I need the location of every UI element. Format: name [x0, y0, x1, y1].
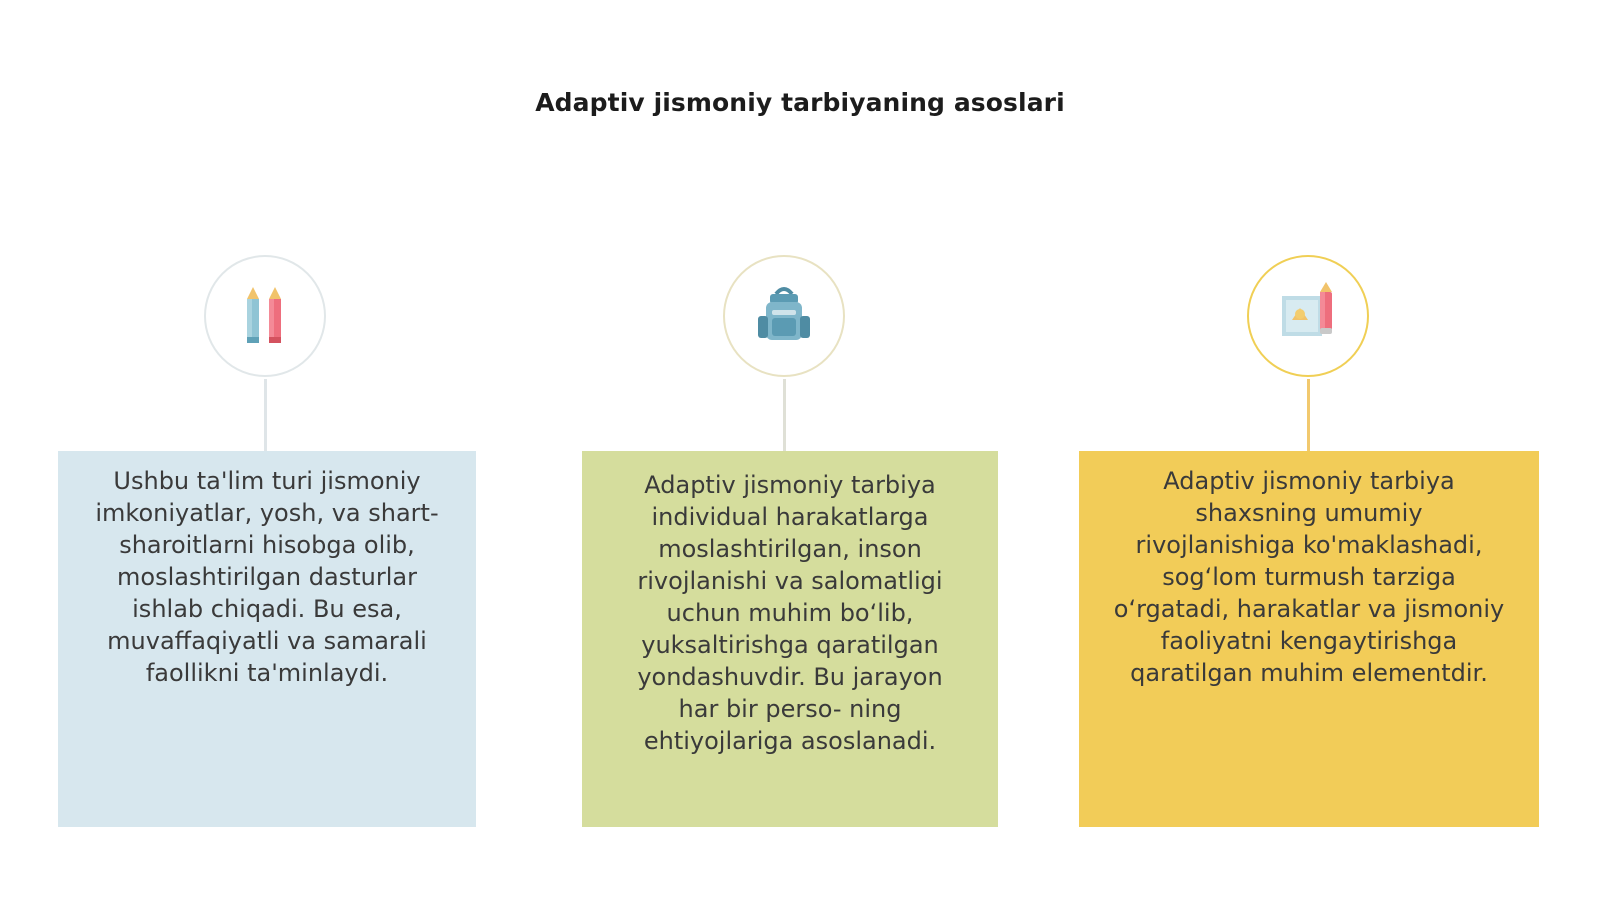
drawing-pencil-icon [1276, 282, 1340, 350]
info-card-3 [1079, 451, 1539, 827]
card-line: ishlab chiqadi. Bu esa, [132, 595, 402, 623]
card-line: faollikni ta'minlaydi. [145, 659, 389, 687]
icon-circle-1 [204, 255, 326, 377]
card-line: qaratilgan muhim elementdir. [1130, 659, 1488, 687]
slide-title: Adaptiv jismoniy tarbiyaning asoslari [535, 88, 1065, 117]
card-line: muvaffaqiyatli va samarali [107, 627, 427, 655]
card-line: Adaptiv jismoniy tarbiya [644, 471, 936, 499]
card-line: imkoniyatlar, yosh, va shart- [95, 499, 439, 527]
card-line: faoliyatni kengaytirishga [1160, 627, 1458, 655]
card-line: sog‘lom turmush tarziga [1162, 563, 1456, 591]
info-card-2 [582, 451, 998, 827]
card-line: yuksaltirishga qaratilgan [641, 631, 939, 659]
card-line: uchun muhim bo‘lib, [666, 599, 914, 627]
card-line: yondashuvdir. Bu jarayon [637, 663, 943, 691]
icon-circle-3 [1247, 255, 1369, 377]
card-line: sharoitlarni hisobga olib, [119, 531, 415, 559]
card-line: moslashtirilgan, inson [658, 535, 922, 563]
card-line: ehtiyojlariga asoslanadi. [643, 727, 937, 755]
card-line: shaxsning umumiy [1195, 499, 1423, 527]
connector-line-1 [264, 379, 267, 451]
card-line: moslashtirilgan dasturlar [117, 563, 417, 591]
icon-circle-2 [723, 255, 845, 377]
card-line: Adaptiv jismoniy tarbiya [1163, 467, 1455, 495]
card-line: individual harakatlarga [651, 503, 929, 531]
backpack-icon [752, 282, 816, 350]
card-line: rivojlanishi va salomatligi [637, 567, 943, 595]
info-card-1 [58, 451, 476, 827]
connector-line-2 [783, 379, 786, 451]
colored-pencils-icon [235, 279, 295, 353]
card-line: Ushbu ta'lim turi jismoniy [113, 467, 421, 495]
card-line: rivojlanishiga ko'maklashadi, [1135, 531, 1483, 559]
card-line: o‘rgatadi, harakatlar va jismoniy [1113, 595, 1505, 623]
card-line: har bir perso- ning [678, 695, 902, 723]
connector-line-3 [1307, 379, 1310, 451]
